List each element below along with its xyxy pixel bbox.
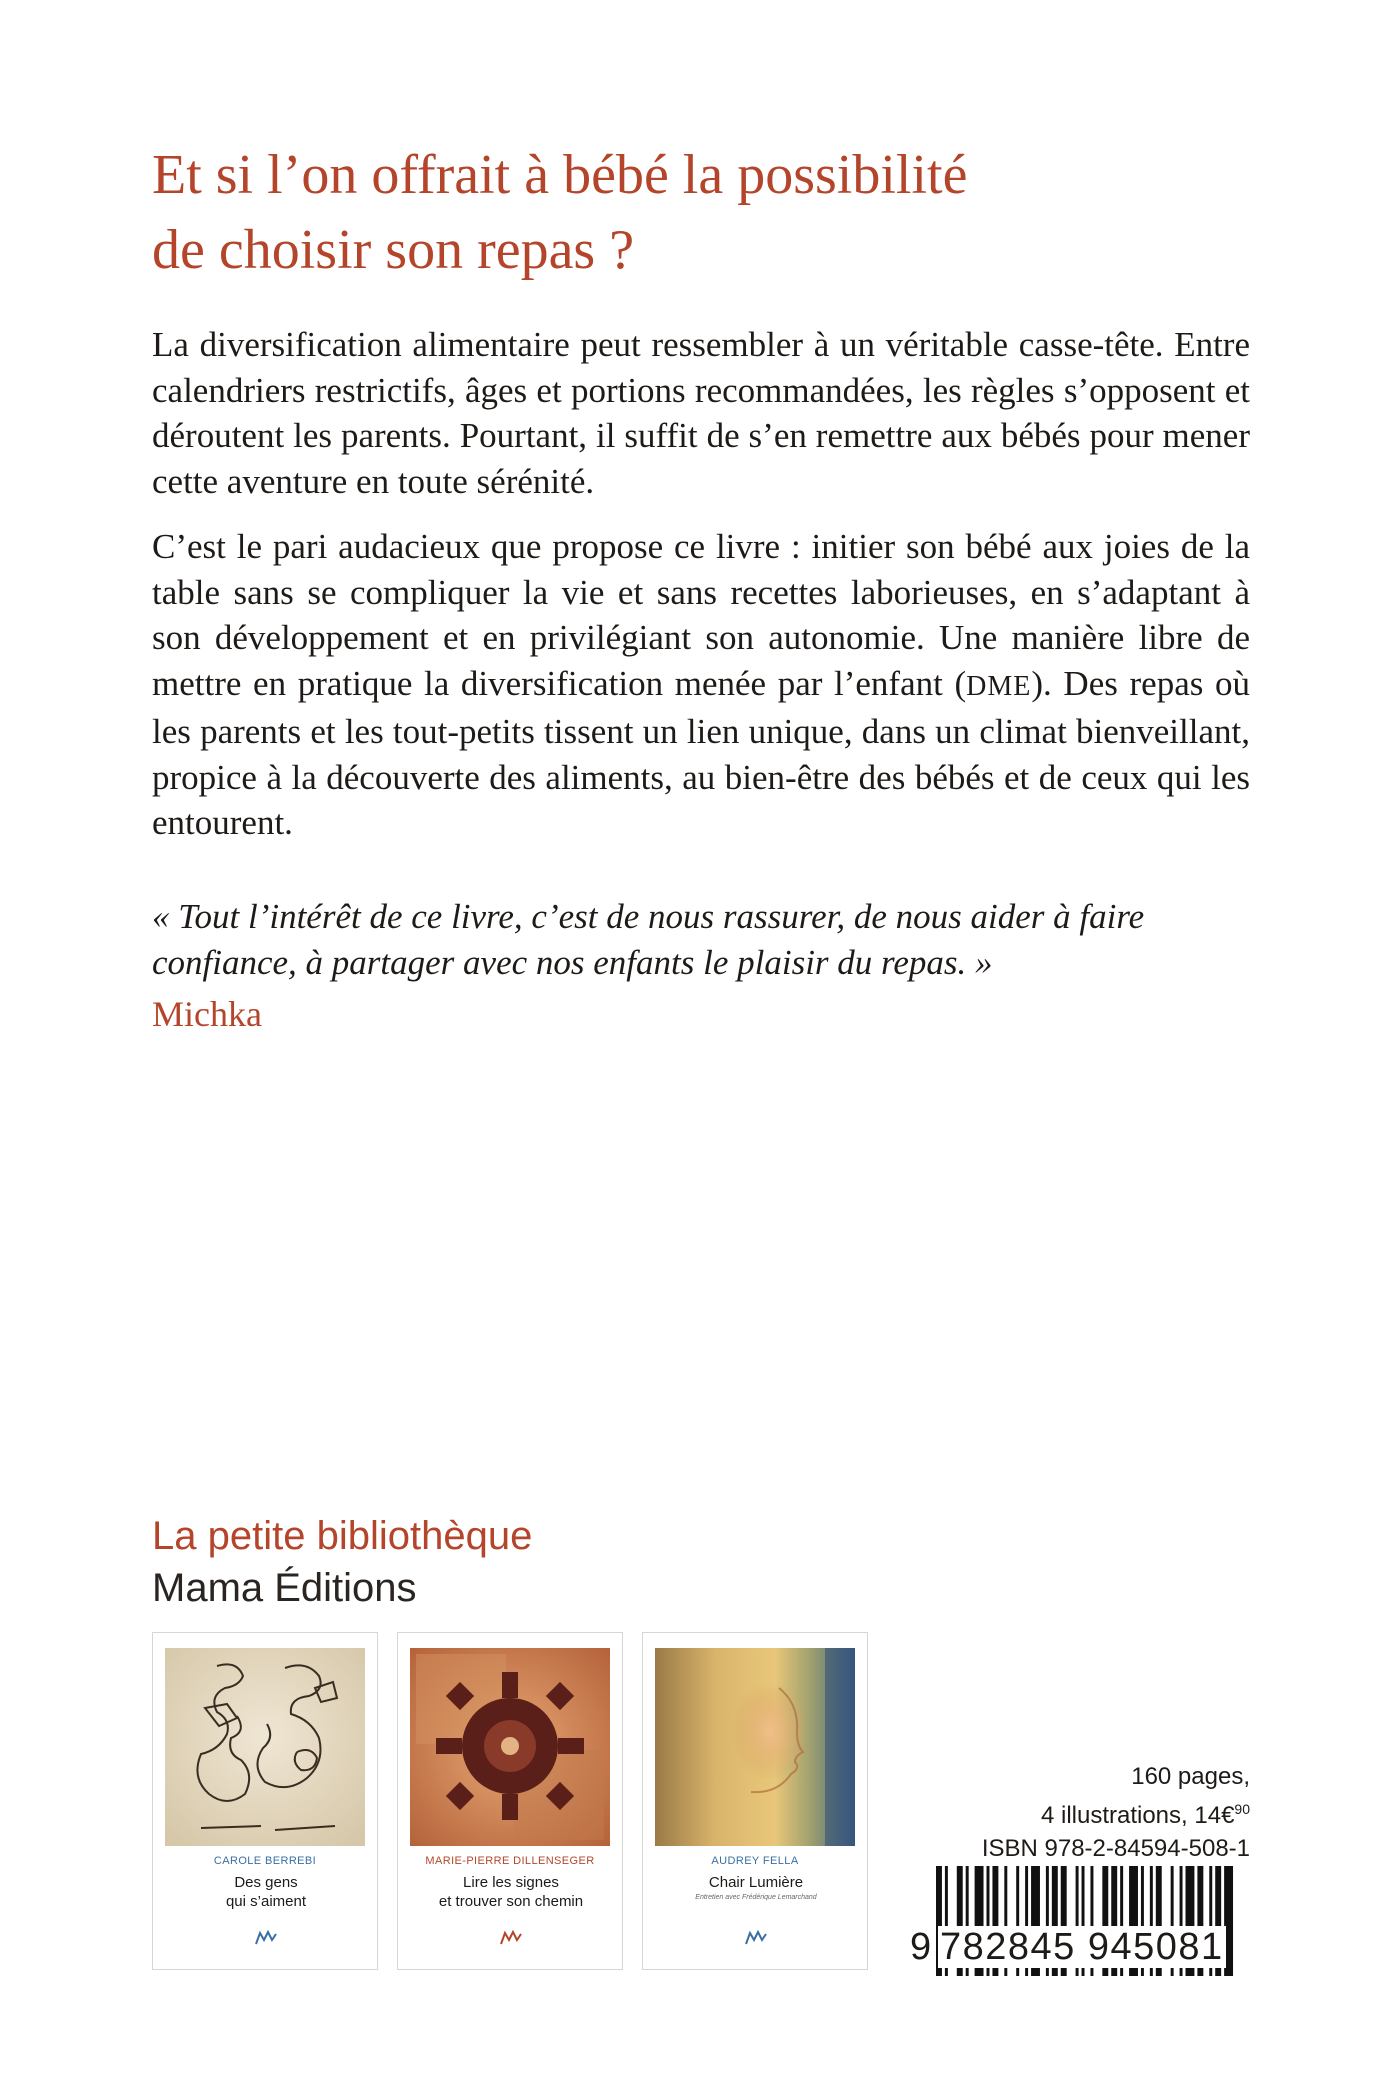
- collection-line-1: La petite bibliothèque: [152, 1514, 533, 1558]
- barcode-number: [910, 1925, 1240, 1969]
- book-3-subtitle: Entretien avec Frédérique Lemarchand: [695, 1894, 817, 1901]
- blurb-paragraph-1: La diversification alimentaire peut ressembler à un véritable casse-tête. Entre calendriers restrictifs, âges et portions recommandées, les règles s’opposent et déroutent les parents. Pourtant, il suffit de s’en remettre aux bébés pour mener cette aventure en toute sérénité.: [152, 325, 1250, 501]
- blurb-paragraph-2-end: ). Des repas où les parents et les tout-petits tissent un lien unique, dans un climat bienveillant, propice à la découverte des aliments, au bien-être des bébés et de ceux qui les entourent.: [152, 663, 1250, 842]
- cover-art-portrait-painting: [655, 1648, 855, 1846]
- collection-name: [152, 1510, 532, 1614]
- cover-art-line-drawing: [165, 1648, 365, 1846]
- headline-line-1: Et si l’on offrait à bébé la possibilité: [152, 144, 968, 206]
- page-count: 160 pages,: [1131, 1763, 1250, 1790]
- price-cents: 90: [1234, 1801, 1250, 1817]
- book-3-title: Chair Lumière: [708, 1874, 804, 1891]
- headline-line-2: de choisir son repas ?: [152, 219, 635, 281]
- publisher-logo-icon: [253, 1928, 279, 1946]
- book-details: [982, 1760, 1250, 1865]
- book-thumbnail-2: [397, 1632, 623, 1970]
- blurb-paragraph-2-start: C’est le pari audacieux que propose ce livre : initier son bébé aux joies de la table sans se compliquer la vie et sans recettes laborieuses, en s’adaptant à son développement et en privilégiant son autonomie. Une manière libre de mettre en pratique la diversification menée par l’enfant (: [152, 527, 1250, 703]
- abbreviation-dme: DME: [966, 670, 1032, 702]
- book-2-author: MARIE-PIERRE DILLENSEGER: [425, 1855, 595, 1867]
- book-thumbnail-3: [642, 1632, 868, 1970]
- book-3-author: AUDREY FELLA: [711, 1855, 799, 1867]
- blurb: [152, 322, 1250, 866]
- book-thumbnail-1: [152, 1632, 378, 1970]
- collection-line-2: Mama Éditions: [152, 1566, 417, 1610]
- isbn: ISBN 978-2-84594-508-1: [981, 1835, 1250, 1862]
- price-line: [982, 1793, 1250, 1832]
- cover-art-mandala: [410, 1648, 610, 1846]
- quote-text: « Tout l’intérêt de ce livre, c’est de nous rassurer, de nous aider à faire confiance, à partager avec nos enfants le plaisir du repas. »: [152, 897, 1145, 982]
- book-1-title: [161, 1873, 371, 1911]
- book-2-title-line-1: Lire les signes: [463, 1874, 559, 1891]
- book-1-title-line-1: Des gens: [234, 1874, 298, 1891]
- barcode-first-digit: 9: [910, 1926, 933, 1968]
- book-1-author: CAROLE BERREBI: [213, 1855, 317, 1867]
- book-1-title-line-2: qui s’aiment: [225, 1893, 307, 1910]
- book-2-title-line-2: et trouver son chemin: [438, 1893, 584, 1910]
- illustrations-and-price: 4 illustrations, 14€: [1040, 1802, 1235, 1829]
- publisher-logo-icon: [498, 1928, 524, 1946]
- barcode-digits: 782845 945081: [940, 1926, 1224, 1968]
- blurb-paragraph-2: [152, 524, 1250, 846]
- book-2-title: [406, 1873, 616, 1911]
- headline: [152, 138, 1252, 288]
- publisher-logo-icon: [743, 1928, 769, 1946]
- quote-author: Michka: [152, 994, 262, 1034]
